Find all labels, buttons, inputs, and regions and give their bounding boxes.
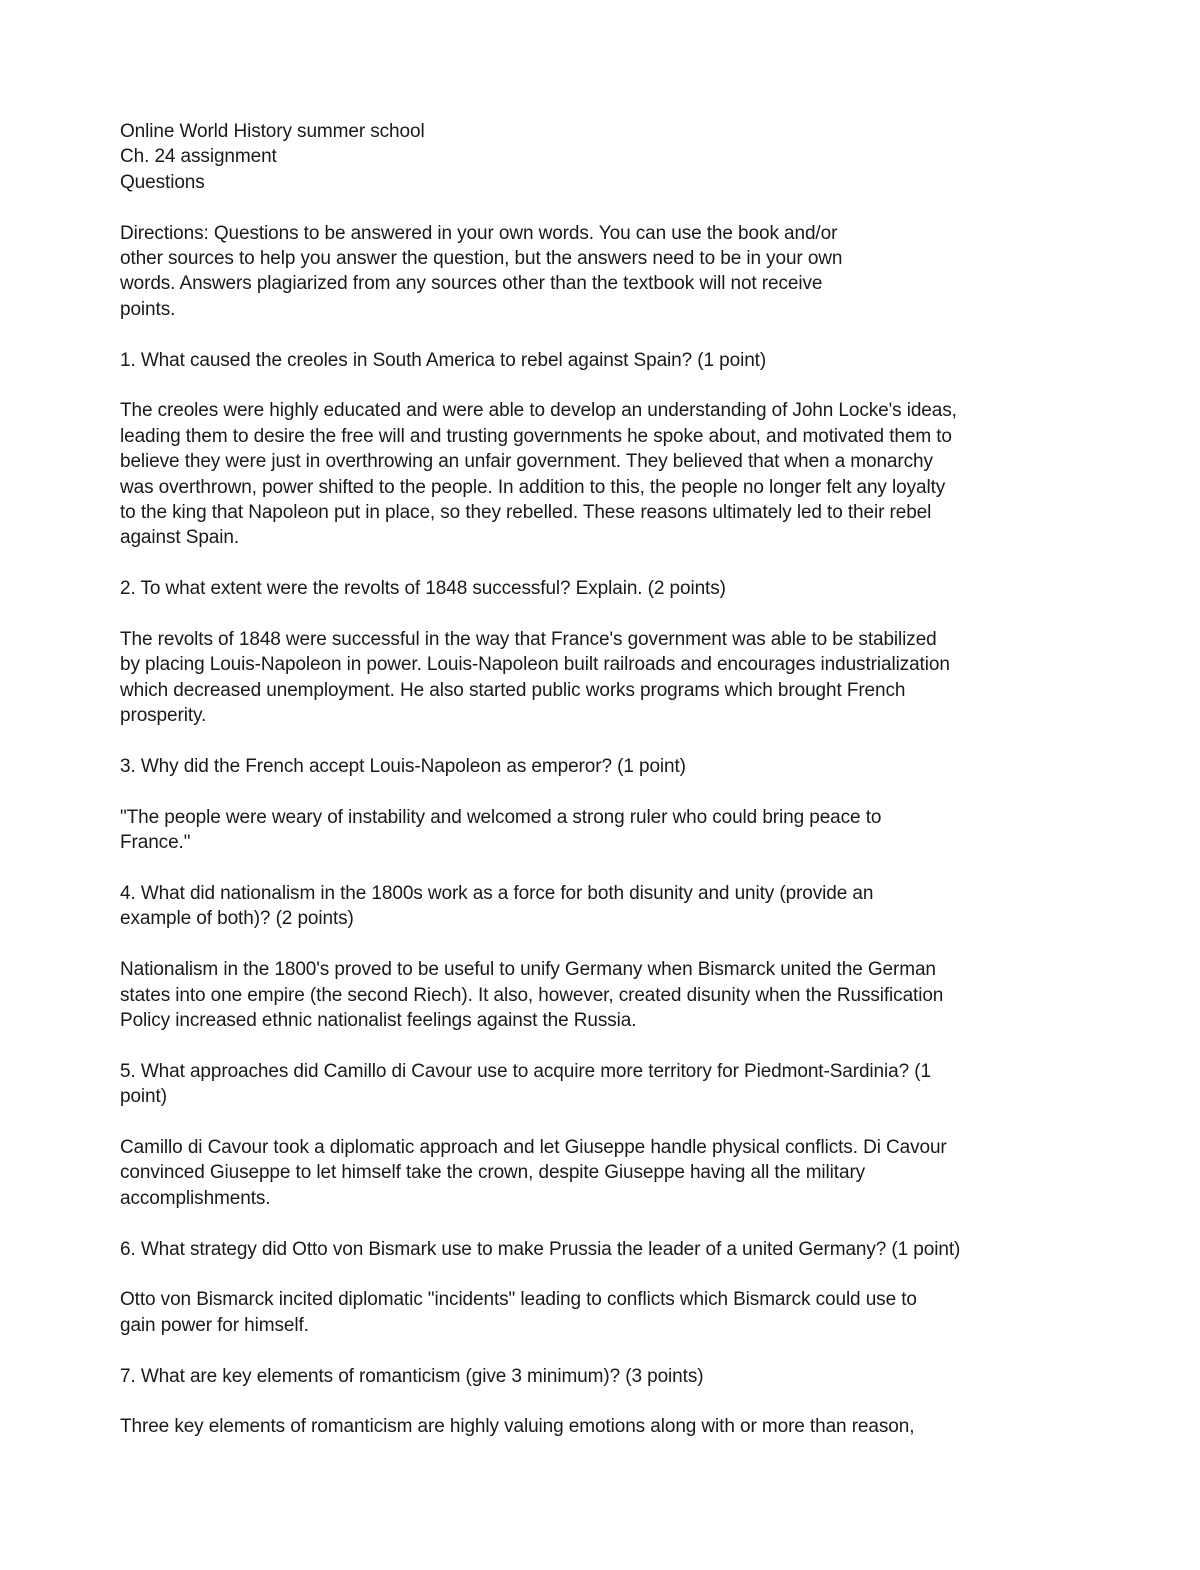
spacer bbox=[120, 1211, 1095, 1236]
assignment-title: Ch. 24 assignment bbox=[120, 146, 277, 168]
question-2 bbox=[120, 576, 1095, 601]
question-text: 7. What are key elements of romanticism (give 3 minimum)? (3 points) bbox=[120, 1365, 704, 1387]
answer-line: to the king that Napoleon put in place, so they rebelled. These reasons ultimately led to their rebel bbox=[120, 502, 932, 524]
answer-line: Camillo di Cavour took a diplomatic approach and let Giuseppe handle physical conflicts. Di Cavour bbox=[120, 1137, 947, 1159]
answer-line: accomplishments. bbox=[120, 1187, 271, 1209]
directions-line: words. Answers plagiarized from any sources other than the textbook will not receive bbox=[120, 273, 823, 295]
spacer bbox=[120, 1338, 1095, 1363]
document-body bbox=[120, 119, 1095, 1440]
question-text: 6. What strategy did Otto von Bismark use to make Prussia the leader of a united Germany? (1 point) bbox=[120, 1238, 961, 1260]
question-text: example of both)? (2 points) bbox=[120, 908, 354, 930]
answer-line: which decreased unemployment. He also started public works programs which brought French bbox=[120, 679, 906, 701]
question-text: 4. What did nationalism in the 1800s work as a force for both disunity and unity (provide an bbox=[120, 883, 874, 905]
answer-line: leading them to desire the free will and trusting governments he spoke about, and motivated them to bbox=[120, 425, 952, 447]
spacer bbox=[120, 1033, 1095, 1058]
question-7 bbox=[120, 1364, 1095, 1389]
answer-line: "The people were weary of instability and welcomed a strong ruler who could bring peace to bbox=[120, 806, 882, 828]
directions-line: Directions: Questions to be answered in your own words. You can use the book and/or bbox=[120, 222, 838, 244]
answer-1 bbox=[120, 398, 1095, 550]
answer-line: prosperity. bbox=[120, 705, 207, 727]
spacer bbox=[120, 373, 1095, 398]
answer-2 bbox=[120, 627, 1095, 729]
spacer bbox=[120, 932, 1095, 957]
answer-line: convinced Giuseppe to let himself take the crown, despite Giuseppe having all the military bbox=[120, 1162, 866, 1184]
section-title: Questions bbox=[120, 171, 205, 193]
question-1 bbox=[120, 348, 1095, 373]
answer-line: states into one empire (the second Riech). It also, however, created disunity when the Russification bbox=[120, 984, 944, 1006]
question-text: 1. What caused the creoles in South America to rebel against Spain? (1 point) bbox=[120, 349, 767, 371]
question-text: 2. To what extent were the revolts of 1848 successful? Explain. (2 points) bbox=[120, 578, 726, 600]
answer-line: France." bbox=[120, 832, 191, 854]
answer-line: The creoles were highly educated and were able to develop an understanding of John Locke's ideas, bbox=[120, 400, 957, 422]
spacer bbox=[120, 856, 1095, 881]
question-text: point) bbox=[120, 1086, 167, 1108]
answer-line: Otto von Bismarck incited diplomatic "incidents" leading to conflicts which Bismarck could use to bbox=[120, 1289, 917, 1311]
directions-line: points. bbox=[120, 298, 176, 320]
directions-line: other sources to help you answer the question, but the answers need to be in your own bbox=[120, 248, 843, 270]
answer-line: believe they were just in overthrowing an unfair government. They believed that when a monarchy bbox=[120, 451, 933, 473]
answer-3 bbox=[120, 805, 1095, 856]
spacer bbox=[120, 1110, 1095, 1135]
question-3 bbox=[120, 754, 1095, 779]
answer-line: against Spain. bbox=[120, 527, 240, 549]
spacer bbox=[120, 779, 1095, 804]
answer-7 bbox=[120, 1414, 1095, 1439]
question-text: 3. Why did the French accept Louis-Napoleon as emperor? (1 point) bbox=[120, 756, 686, 778]
spacer bbox=[120, 322, 1095, 347]
spacer bbox=[120, 1262, 1095, 1287]
question-text: 5. What approaches did Camillo di Cavour use to acquire more territory for Piedmont-Sardinia? (1 bbox=[120, 1060, 931, 1082]
answer-line: Nationalism in the 1800's proved to be useful to unify Germany when Bismarck united the German bbox=[120, 959, 936, 981]
spacer bbox=[120, 729, 1095, 754]
question-4 bbox=[120, 881, 1095, 932]
document-header bbox=[120, 119, 1095, 195]
spacer bbox=[120, 195, 1095, 220]
answer-line: was overthrown, power shifted to the people. In addition to this, the people no longer felt any loyalty bbox=[120, 476, 946, 498]
question-6 bbox=[120, 1237, 1095, 1262]
directions-paragraph bbox=[120, 221, 1095, 323]
answer-5 bbox=[120, 1135, 1095, 1211]
answer-line: Policy increased ethnic nationalist feelings against the Russia. bbox=[120, 1010, 637, 1032]
question-5 bbox=[120, 1059, 1095, 1110]
answer-4 bbox=[120, 957, 1095, 1033]
answer-line: Three key elements of romanticism are highly valuing emotions along with or more than reason, bbox=[120, 1416, 915, 1438]
answer-6 bbox=[120, 1287, 1095, 1338]
answer-line: The revolts of 1848 were successful in the way that France's government was able to be stabilized bbox=[120, 629, 937, 651]
spacer bbox=[120, 551, 1095, 576]
spacer bbox=[120, 1389, 1095, 1414]
course-title: Online World History summer school bbox=[120, 121, 425, 142]
answer-line: by placing Louis-Napoleon in power. Louis-Napoleon built railroads and encourages industrialization bbox=[120, 654, 950, 676]
spacer bbox=[120, 602, 1095, 627]
answer-line: gain power for himself. bbox=[120, 1314, 309, 1336]
